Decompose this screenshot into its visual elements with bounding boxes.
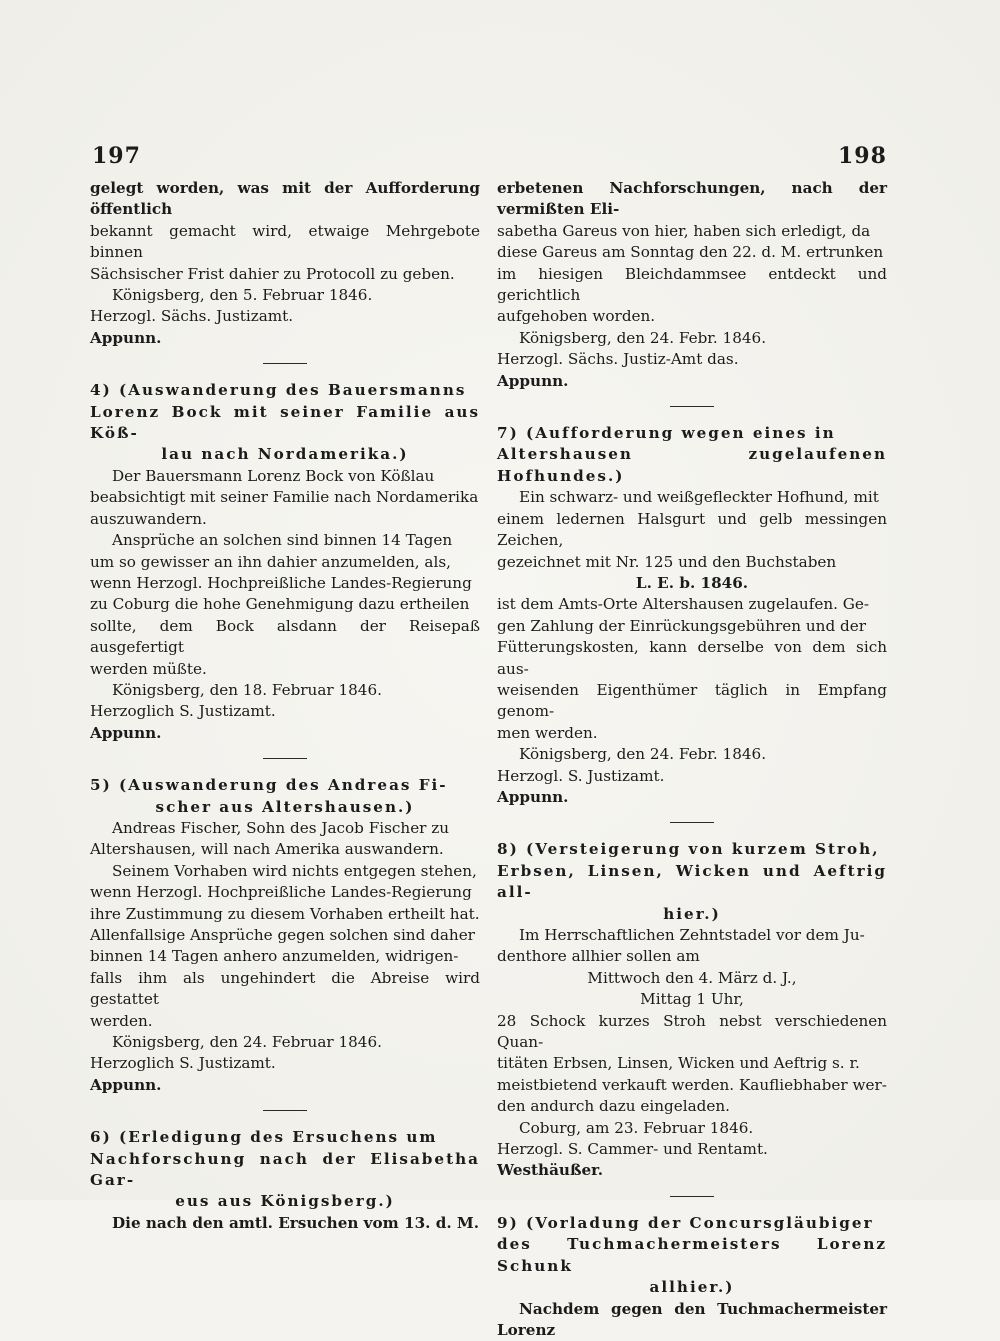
text-line: sabetha Gareus von hier, haben sich erledigt, da [497, 221, 887, 242]
text-line: Andreas Fischer, Sohn des Jacob Fischer zu [90, 818, 480, 839]
section-divider [670, 822, 714, 823]
heading-line: Nachforschung nach der Elisabetha Gar- [90, 1150, 480, 1189]
place-date: Königsberg, den 18. Februar 1846. [90, 680, 480, 701]
authority: Herzoglich S. Justizamt. [90, 701, 480, 722]
text-line: weisenden Eigenthümer täglich in Empfang genom- [497, 680, 887, 723]
heading-line: hier.) [497, 904, 887, 925]
text-line: gen Zahlung der Einrückungsgebühren und der [497, 616, 887, 637]
page-number-right: 198 [838, 143, 887, 169]
text-line: men werden. [497, 723, 887, 744]
text-line: zu Coburg die hohe Genehmigung dazu ertheilen [90, 594, 480, 615]
left-column [90, 178, 480, 1234]
text-line: denthore allhier sollen am [497, 946, 887, 967]
text-line: Der Bauersmann Lorenz Bock von Kößlau [90, 466, 480, 487]
place-date: Königsberg, den 24. Febr. 1846. [497, 328, 887, 349]
auction-date: Mittwoch den 4. März d. J., [497, 968, 887, 989]
text-line: ist dem Amts-Orte Altershausen zugelaufen. Ge- [497, 594, 887, 615]
notice-heading-9 [497, 1213, 887, 1299]
place-date: Coburg, am 23. Februar 1846. [497, 1118, 887, 1139]
signer: Westhäußer. [497, 1160, 887, 1181]
authority: Herzoglich S. Justizamt. [90, 1053, 480, 1074]
notice-heading-6 [90, 1127, 480, 1213]
signer: Appunn. [90, 1075, 480, 1096]
text-line: aufgehoben worden. [497, 306, 887, 327]
authority: Herzogl. Sächs. Justiz-Amt das. [497, 349, 887, 370]
page-number-left: 197 [92, 143, 141, 169]
text-line: werden. [90, 1011, 480, 1032]
right-column [497, 178, 887, 1341]
text-line: Fütterungskosten, kann derselbe von dem sich aus- [497, 637, 887, 680]
signer: Appunn. [497, 787, 887, 808]
text-line: Sächsischer Frist dahier zu Protocoll zu geben. [90, 264, 480, 285]
auction-time: Mittag 1 Uhr, [497, 989, 887, 1010]
text-line: werden müßte. [90, 659, 480, 680]
heading-line: 4) (Auswanderung des Bauersmanns [90, 381, 466, 399]
text-line: falls ihm als ungehindert die Abreise wird gestattet [90, 968, 480, 1011]
place-date: Königsberg, den 24. Februar 1846. [90, 1032, 480, 1053]
section-divider [670, 406, 714, 407]
place-date: Königsberg, den 24. Febr. 1846. [497, 744, 887, 765]
heading-line: Altershausen zugelaufenen Hofhundes.) [497, 445, 887, 484]
place-date: Königsberg, den 5. Februar 1846. [90, 285, 480, 306]
text-line: diese Gareus am Sonntag den 22. d. M. ertrunken [497, 242, 887, 263]
text-line: gezeichnet mit Nr. 125 und den Buchstaben [497, 552, 887, 573]
text-line: auszuwandern. [90, 509, 480, 530]
text-line: Altershausen, will nach Amerika auswandern. [90, 839, 480, 860]
heading-line: Erbsen, Linsen, Wicken und Aeftrig all- [497, 862, 887, 901]
signer: Appunn. [497, 371, 887, 392]
text-line: titäten Erbsen, Linsen, Wicken und Aeftrig s. r. [497, 1053, 887, 1074]
heading-line: 6) (Erledigung des Ersuchens um [90, 1128, 437, 1146]
notice-heading-4 [90, 380, 480, 466]
heading-line: des Tuchmachermeisters Lorenz Schunk [497, 1235, 887, 1274]
heading-line: 8) (Versteigerung von kurzem Stroh, [497, 840, 880, 858]
text-line: sollte, dem Bock alsdann der Reisepaß ausgefertigt [90, 616, 480, 659]
signer: Appunn. [90, 723, 480, 744]
text-line: Nachdem gegen den Tuchmachermeister Lorenz [497, 1299, 887, 1341]
section-divider [263, 363, 307, 364]
text-line: wenn Herzogl. Hochpreißliche Landes-Regierung [90, 882, 480, 903]
text-line: Ein schwarz- und weißgefleckter Hofhund, mit [497, 487, 887, 508]
heading-line: 5) (Auswanderung des Andreas Fi- [90, 776, 448, 794]
text-line: ihre Zustimmung zu diesem Vorhaben ertheilt hat. [90, 904, 480, 925]
text-line: im hiesigen Bleichdammsee entdeckt und gerichtlich [497, 264, 887, 307]
text-line: um so gewisser an ihn dahier anzumelden, als, [90, 552, 480, 573]
section-divider [263, 758, 307, 759]
section-divider [263, 1110, 307, 1111]
notice-heading-7 [497, 423, 887, 487]
heading-line: allhier.) [497, 1277, 887, 1298]
text-line: 28 Schock kurzes Stroh nebst verschiedenen Quan- [497, 1011, 887, 1054]
text-line: einem ledernen Halsgurt und gelb messingen Zeichen, [497, 509, 887, 552]
text-line: Allenfallsige Ansprüche gegen solchen sind daher [90, 925, 480, 946]
authority: Herzogl. S. Cammer- und Rentamt. [497, 1139, 887, 1160]
text-line: erbetenen Nachforschungen, nach der vermißten Eli- [497, 178, 887, 221]
text-line: binnen 14 Tagen anhero anzumelden, widrigen- [90, 946, 480, 967]
dog-mark-letters: L. E. b. 1846. [497, 573, 887, 594]
heading-line: eus aus Königsberg.) [90, 1191, 480, 1212]
text-line: gelegt worden, was mit der Aufforderung öffentlich [90, 178, 480, 221]
text-line: beabsichtigt mit seiner Familie nach Nordamerika [90, 487, 480, 508]
heading-line: scher aus Altershausen.) [90, 797, 480, 818]
text-line: bekannt gemacht wird, etwaige Mehrgebote binnen [90, 221, 480, 264]
text-line: Ansprüche an solchen sind binnen 14 Tagen [90, 530, 480, 551]
text-line: meistbietend verkauft werden. Kaufliebhaber wer- [497, 1075, 887, 1096]
text-line: Die nach den amtl. Ersuchen vom 13. d. M. [90, 1213, 480, 1234]
notice-heading-8 [497, 839, 887, 925]
heading-line: 9) (Vorladung der Concursgläubiger [497, 1214, 874, 1232]
text-line: Seinem Vorhaben wird nichts entgegen stehen, [90, 861, 480, 882]
section-divider [670, 1196, 714, 1197]
notice-heading-5 [90, 775, 480, 818]
authority: Herzogl. Sächs. Justizamt. [90, 306, 480, 327]
text-line: wenn Herzogl. Hochpreißliche Landes-Regierung [90, 573, 480, 594]
authority: Herzogl. S. Justizamt. [497, 766, 887, 787]
heading-line: lau nach Nordamerika.) [90, 444, 480, 465]
signer: Appunn. [90, 328, 480, 349]
heading-line: Lorenz Bock mit seiner Familie aus Köß- [90, 403, 480, 442]
text-line: Im Herrschaftlichen Zehntstadel vor dem Ju- [497, 925, 887, 946]
heading-line: 7) (Aufforderung wegen eines in [497, 424, 836, 442]
text-line: den andurch dazu eingeladen. [497, 1096, 887, 1117]
